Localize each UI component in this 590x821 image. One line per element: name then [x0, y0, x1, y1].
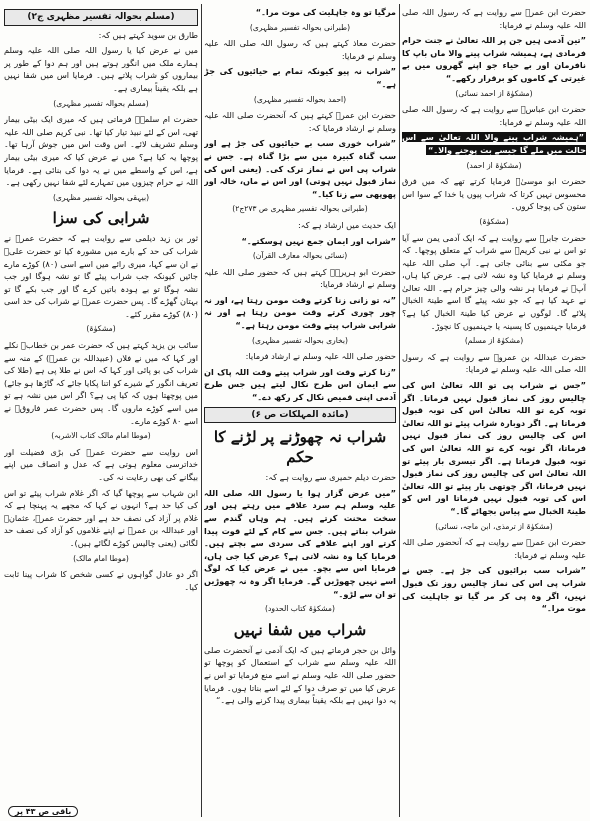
reference-box: (مائدہ المہلکات ص ۶) — [204, 407, 396, 424]
left-column — [4, 6, 198, 815]
column-divider — [201, 4, 202, 817]
section-heading: شرابی کی سزا — [52, 209, 150, 228]
paragraph: ابن شہاب سے پوچھا گیا کہ اگر غلام شراب پیئے تو اس کی کیا حد ہے؟ انہوں نے کہا کہ مجھے یہ پہنچا ہے کہ غلام پر آزاد کی نصف حد ہے اور حضرت عمرؓ، عثمانؓ اور عبداللہ بن عمرؓ نے اپنے غلاموں کو آزاد کی نصف حد لگائی (یعنی چالیس کوڑے لگائے ہیں)۔ — [4, 487, 198, 548]
hadith-quote: ”شراب خوری سب بے حیائیوں کی جڑ ہے اور سب گناہ کبیرہ میں سے بڑا گناہ ہے۔ جس نے شراب پی اس نے نماز ترک کی۔ (یعنی اس کی نماز قبول نہیں ہوتی) اور اس نے ماں، خالہ اور پھوپھی سے زنا کیا۔“ — [204, 138, 396, 199]
reference: (مشکوٰۃ از احمد نسائی) — [455, 88, 533, 98]
paragraph: میں نے عرض کیا یا رسول اللہ صلی اللہ علیہ وسلم ہمارے ملک میں انگور ہوتے ہیں اور ہم دوا کے طور پر بیماروں کو شراب پلاتے ہیں۔ فرمایا اس میں شفا نہیں ہے بلکہ یقیناً بیماری ہے۔ — [4, 45, 198, 93]
middle-column — [204, 6, 396, 815]
paragraph: اس روایت سے حضرت عمرؓ کی بڑی فضیلت اور خداترسی معلوم ہوتی ہے کہ عدل و انصاف میں اپنے بیگانے کی بھی رعایت نہ کی۔ — [4, 446, 198, 482]
reference: (مشکوٰۃ) — [86, 324, 116, 334]
reference: (بیہقی بحوالہ تفسیر مظہری) — [52, 192, 150, 202]
continued-badge: باقی ص ۴۳ پر — [8, 806, 78, 817]
paragraph: حضرت دیلم حمیری سے روایت ہے کہ: — [265, 472, 396, 483]
paragraph: حضرت ام سلمہؓ فرماتی ہیں کہ میری ایک بیٹی بیمار تھی، اس کے لئے نبیذ تیار کیا تھا۔ نبی کریم صلی اللہ علیہ وسلم تشریف لائے۔ اس وقت اس میں جوش آرہا تھا۔ پوچھا یہ کیا ہے؟ میں نے عرض کیا کہ میری بیٹی بیمار ہے، اس کے واسطے میں نے یہ دوا کی بنائی ہے۔ فرمایا اللہ نے حرام چیزوں میں تمہارے لئے شفا نہیں رکھی ہے۔ — [4, 114, 198, 188]
reference: (بخاری بحوالہ تفسیر مظہری) — [251, 335, 348, 345]
reference: (طبرانی بحوالہ تفسیر مظہری) — [249, 22, 351, 32]
hadith-quote: ”شراب اور ایمان جمع نہیں ہوسکتے۔“ — [241, 235, 396, 246]
column-divider — [399, 4, 400, 817]
paragraph: حضرت ابن عباسؓ سے روایت ہے کہ رسول اللہ صلی اللہ علیہ وسلم نے فرمایا: — [402, 104, 586, 127]
paragraph: حضرت ابن عمرؓ سے روایت ہے کہ آنحضور صلی اللہ علیہ وسلم نے فرمایا: — [402, 537, 586, 560]
hadith-quote: ”شراب نہ پیو کیونکہ تمام بے حیائیوں کی جڑ ہے۔“ — [204, 66, 396, 89]
hadith-quote: ”جس نے شراب پی تو اللہ تعالیٰ اس کی چالیس روز کی نماز قبول نہیں فرماتا۔ اگر توبہ کرے تو اللہ تعالیٰ اس کی توبہ قبول فرماتا ہے۔ اگر دوبارہ شراب پیئے تو اللہ تعالیٰ اس کی چالیس روز کی نماز قبول نہیں فرماتا، اگر توبہ کرے تو اللہ تعالیٰ اس کی توبہ قبول فرماتا ہے۔ اگر تیسری بار پیئے تو اللہ تعالیٰ اس کی چالیس روز کی نماز قبول نہیں فرماتا، اگر چوتھی بار پیئے تو اللہ تعالیٰ اس کی توبہ قبول نہیں فرماتا اور اس کو طینۃ الخبال سے پیاس بجھائے گا۔“ — [402, 380, 586, 516]
paragraph: حضرت عبداللہ بن عمروؓ سے روایت ہے کہ رسول اللہ صلی اللہ علیہ وسلم نے فرمایا: — [402, 351, 586, 375]
continued-note — [8, 806, 78, 817]
reference: (موطا امام مالک کتاب الاشربہ) — [51, 431, 151, 441]
reference: (مشکوٰۃ) — [479, 216, 509, 226]
highlighted-quote: ”ہمیشہ شراب پینے والا اللہ تعالیٰ سے اس حالت میں ملے گا جیسے بت پوجنے والا۔“ — [402, 132, 586, 155]
reference: (مشکوٰۃ از احمد) — [466, 160, 522, 170]
paragraph: حضرت ابو موسیٰؓ فرمایا کرتے تھے کہ میں فرق محسوس نہیں کرتا کہ شراب پیوں یا خدا کے سوا اس ستون کی پوجا کروں۔ — [402, 176, 586, 212]
hadith-quote: ”نہ تو زانی زنا کرتے وقت مومن رہتا ہے، اور نہ چور چوری کرتے وقت مومن رہتا ہے اور نہ شرابی شراب پیتے وقت مومن رہتا ہے۔“ — [204, 294, 396, 331]
reference: (نسائی بحوالہ معارف القرآن) — [252, 251, 348, 261]
reference: (مشکوٰۃ کتاب الحدود) — [265, 604, 335, 614]
right-column — [402, 6, 586, 815]
reference-box: (مسلم بحوالہ تفسیر مظہری ج۲) — [4, 9, 198, 26]
section-heading: شراب میں شفا نہیں — [233, 620, 367, 639]
paragraph: حضرت ابن عمرؓ سے روایت ہے کہ رسول اللہ صلی اللہ علیہ وسلم نے فرمایا: — [402, 7, 586, 30]
section-heading: شراب نہ چھوڑنے پر لڑنے کا حکم — [213, 428, 387, 467]
paragraph: حضرت ابو ہریرہؓ کہتے ہیں کہ حضور صلی اللہ علیہ وسلم نے ارشاد فرمایا: — [204, 266, 396, 290]
reference: (احمد بحوالہ تفسیر مظہری) — [253, 94, 347, 104]
hadith-quote — [402, 131, 586, 156]
paragraph: طارق بن سوید کہتے ہیں کہ: — [98, 29, 198, 40]
paragraph: سائب بن یزید کہتے ہیں کہ حضرت عمر بن خطابؓ نکلے اور کہا کہ میں نے فلاں (عبیداللہ بن عمرؓ) کے منہ سے شراب کی بو پائی اور کہا کہ اس نے طلا پی ہے (طلا کی تعریف انگور کے شیرے کو اتنا پکایا جائے کہ گاڑھا ہو جائے) میں پوچھتا ہوں کہ کیا پی ہے؟ اگر اس میں نشہ ہے تو میں اسے کوڑے ماروں گا۔ پس حضرت عمر فاروقؓ نے اسے ۸۰ کوڑے مارے۔ — [4, 340, 198, 426]
paragraph: حضرت معاذ کہتے ہیں کہ رسول اللہ صلی اللہ علیہ وسلم نے فرمایا: — [204, 38, 396, 61]
paragraph: وائل بن حجر فرماتے ہیں کہ ایک آدمی نے آنحضرت صلی اللہ علیہ وسلم سے شراب کے استعمال کو پوچھا تو حضور صلی اللہ علیہ وسلم نے اسے منع فرمایا تو اس نے عرض کیا میں تو صرف دوا کے لئے اسے بناتا ہوں۔ فرمایا یہ دوا نہیں ہے بلکہ یقیناً بیماری پیدا کرنے والی ہے۔“ — [204, 644, 396, 706]
reference: (مسلم بحوالہ تفسیر مظہری) — [53, 98, 149, 108]
paragraph: حضرت ابن عمرؓ کہتے ہیں کہ آنحضرت صلی اللہ علیہ وسلم نے ارشاد فرمایا کہ: — [204, 110, 396, 133]
paragraph: حضرت جابرؓ سے روایت ہے کہ ایک آدمی یمن سے آیا تو اس نے نبی کریمؐ سے شراب کے متعلق پوچھا۔ کہ جو مکئی سے بنائی جاتی ہے۔ آپ صلی اللہ علیہ وسلم نے فرمایا کیا وہ نشہ لاتی ہے۔ عرض کیا ہاں، آپؐ نے فرمایا ہر نشہ والی چیز حرام ہے۔ اللہ تعالیٰ نے عہد کیا ہے کہ جو نشہ پیئے گا اسے طینۃ الخبال پلائے گا۔ لوگوں نے عرض کیا طینۃ الخبال کیا ہے؟ فرمایا جہنمیوں کا پسینہ یا جہنمیوں کا نچوڑ۔ — [402, 232, 586, 331]
hadith-quote: ”میں عرض گزار ہوا یا رسول اللہ صلی اللہ علیہ وسلم ہم سرد علاقے میں رہتے ہیں اور سخت محنت کرتے ہیں۔ ہم وہاں گندم سے شراب بناتے ہیں۔ جس سے کام کے لئے قوت پیدا کرتے اور اپنے علاقے کی سردی سے بچتے ہیں۔ فرمایا کیا وہ نشہ لاتی ہے؟ عرض کیا جی ہاں، فرمایا اس سے بچو۔ میں نے عرض کیا کہ لوگ اسے نہیں چھوڑیں گے۔ فرمایا اگر وہ نہ چھوڑیں تو ان سے لڑو۔“ — [204, 487, 396, 599]
reference: (مشکوٰۃ از مسلم) — [464, 336, 524, 346]
hadith-quote: ”زنا کرتے وقت اور شراب پیتے وقت اللہ پاک ان سے ایمان اس طرح نکال لیتے ہیں جس طرح آدمی اپنی قمیص نکال کر رکھ دے۔“ — [204, 366, 396, 403]
paragraph: ثور بن زید دیلمی سے روایت ہے کہ حضرت عمرؓ نے شراب کی حد کے بارے میں مشورہ کیا تو حضرت علیؓ نے ان سے کہا، میری رائے میں اسے اسی (۸۰) کوڑے مارے جائیں کیونکہ جب شراب پیئے گا تو نشہ ہوگا اور جب نشہ ہوگا تو بے ہودہ باتیں کرے گا اور جب بکے گا تو بہتان گھڑے گا۔ پس حضرت عمرؓ نے شراب کی حد اسی (۸۰) کوڑے مقرر کئے۔ — [4, 233, 198, 319]
reference: (طبرانی بحوالہ تفسیر مظہری ص ۲۷۳ج۲) — [232, 204, 368, 214]
paragraph: ایک حدیث میں ارشاد ہے کہ: — [298, 219, 396, 230]
hadith-quote: ”تین آدمی ہیں جن پر اللہ تعالیٰ نے جنت حرام فرمادی ہے، ہمیشہ شراب پینے والا ماں باپ کا نافرمان اور بے حیاء جو اپنے گھروں میں بے غیرتی کے کاموں کو برقرار رکھے۔“ — [402, 35, 586, 83]
reference: (مشکوٰۃ از ترمذی، ابن ماجہ، نسائی) — [435, 521, 553, 531]
paragraph: حضور صلی اللہ علیہ وسلم نے ارشاد فرمایا: — [245, 351, 396, 362]
hadith-quote: مرگیا تو وہ جاہلیت کی موت مرا۔“ — [255, 7, 396, 17]
reference: (موطا امام مالک) — [73, 553, 129, 563]
paragraph: اگر دو عادل گواہوں نے کسی شخص کا شراب پینا ثابت کیا۔ — [4, 569, 198, 592]
hadith-quote: ”شراب سب برائیوں کی جڑ ہے۔ جس نے شراب پی اس کی نماز چالیس روز تک قبول نہیں، اگر وہ پی کر مر گیا تو جاہلیت کی موت مرا۔“ — [402, 565, 586, 614]
